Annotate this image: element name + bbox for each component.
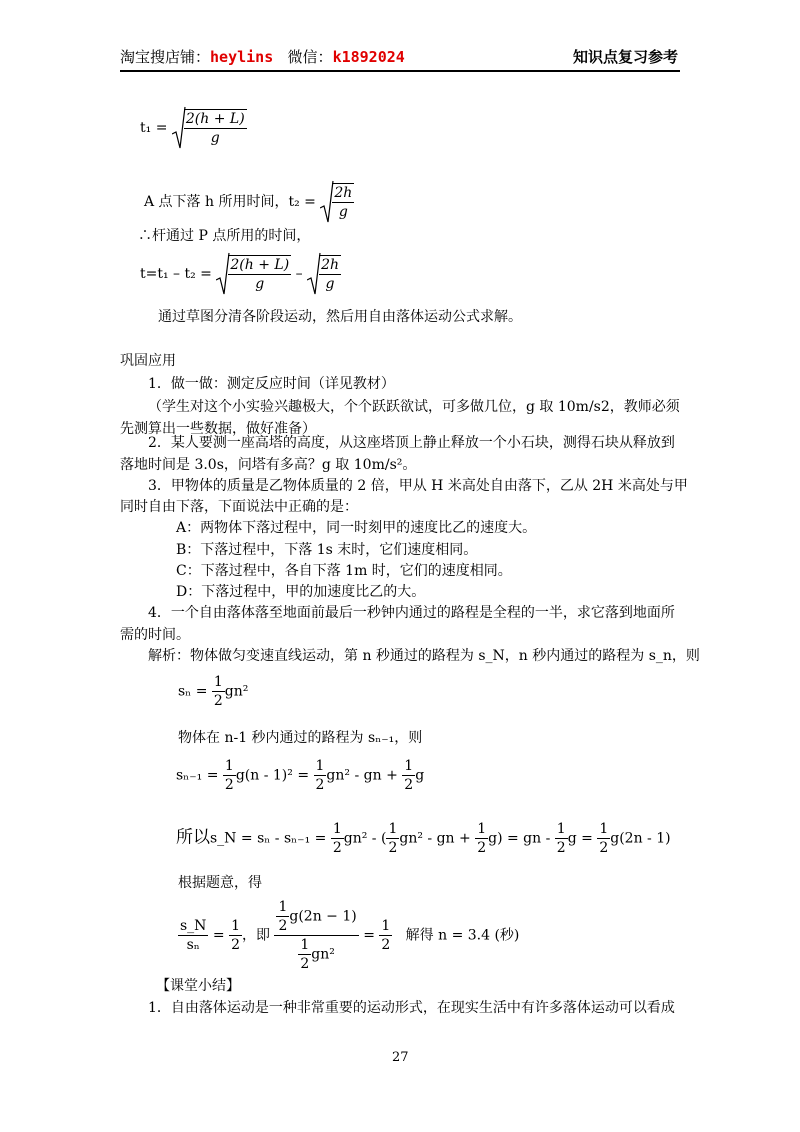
sn-rhs: gn² — [224, 683, 249, 700]
formula-sn — [178, 673, 248, 710]
item-1-note-a: （学生对这个小实验兴趣极大，个个跃跃欲试，可多做几位，g 取 10m/s2，教师必须 — [148, 399, 680, 415]
half-num: 1 — [213, 674, 223, 690]
half-den: 2 — [300, 956, 310, 972]
t2-intro: A 点下落 h 所用时间，t₂ = — [144, 194, 316, 210]
half-den: 2 — [224, 777, 234, 793]
half-den: 2 — [404, 777, 414, 793]
item-1-note-b: 先测算出一些数据，做好准备） — [120, 421, 316, 437]
sn1-mid1: g(n - 1)² = — [235, 767, 310, 784]
t2-numerator: 2h — [334, 185, 353, 201]
t-denominator-1: g — [255, 276, 265, 292]
formula-t — [140, 252, 341, 296]
option-d: D：下落过程中，甲的加速度比乙的大。 — [176, 584, 426, 600]
option-c: C：下落过程中，各自下落 1m 时，它们的速度相同。 — [176, 563, 512, 579]
half-den: 2 — [599, 840, 609, 856]
so-eq4: g) = gn - — [488, 830, 551, 847]
big-num-rest: g(2n − 1) — [289, 908, 357, 925]
sn1-mid2: gn² - gn + — [326, 767, 398, 784]
half-den: 2 — [477, 840, 487, 856]
so-eq3: gn² - gn + — [399, 830, 471, 847]
half-den: 2 — [315, 777, 325, 793]
item-3-b: 同时自由下落，下面说法中正确的是： — [120, 499, 358, 515]
t1-denominator: g — [210, 130, 220, 146]
analysis: 解析：物体做匀变速直线运动，第 n 秒通过的路程为 s_N，n 秒内通过的路程为 s_n，则 — [148, 648, 700, 664]
half-num: 1 — [231, 918, 240, 934]
item-4-a: 4．一个自由落体落至地面前最后一秒钟内通过的路程是全程的一半，求它落到地面所 — [148, 605, 675, 621]
item-3-a: 3．甲物体的质量是乙物体质量的 2 倍，甲从 H 米高处自由落下，乙从 2H 米高处与甲 — [148, 478, 688, 494]
half-num: 1 — [556, 821, 566, 837]
wechat-id: k1892024 — [332, 48, 405, 66]
sn1-end: g — [415, 767, 425, 784]
ratio-num: s_N — [180, 918, 207, 934]
shop-label: 淘宝搜店铺： — [120, 48, 211, 66]
half-num: 1 — [300, 937, 310, 953]
summary-title: 【课堂小结】 — [156, 978, 240, 994]
item-4-b: 需的时间。 — [120, 627, 190, 643]
so-eq5: g = — [567, 830, 593, 847]
half-den: 2 — [381, 937, 391, 953]
shop-name: heylins — [210, 48, 274, 66]
so-eq2: gn² - ( — [343, 830, 387, 847]
formula-so — [176, 820, 671, 857]
half-num: 1 — [477, 821, 487, 837]
ji-label: ，即 — [242, 927, 270, 944]
so-eq6: g(2n - 1) — [610, 830, 671, 847]
ratio-den: sₙ — [186, 937, 200, 953]
formula-sn1 — [176, 757, 424, 794]
half-num: 1 — [278, 899, 288, 915]
sn1-lhs: sₙ₋₁ = — [176, 767, 219, 784]
half-den: 2 — [231, 937, 240, 953]
according: 根据题意，得 — [178, 875, 262, 891]
wechat-label: 微信： — [287, 48, 333, 66]
option-b: B：下落过程中，下落 1s 末时，它们速度相同。 — [176, 542, 478, 558]
t1-lhs: t₁ = — [140, 120, 168, 136]
half-den: 2 — [213, 693, 223, 709]
therefore-line: ∴杆通过 P 点所用的时间， — [138, 228, 311, 244]
ratio-eq-2: = — [363, 927, 375, 944]
summary-1: 1．自由落体运动是一种非常重要的运动形式，在现实生活中有许多落体运动可以看成 — [148, 1000, 675, 1016]
half-num: 1 — [381, 918, 391, 934]
half-num: 1 — [224, 758, 234, 774]
half-den: 2 — [278, 918, 288, 934]
t-numerator-1: 2(h + L) — [230, 257, 290, 273]
half-num: 1 — [404, 758, 414, 774]
t-denominator-2: g — [325, 276, 335, 292]
half-num: 1 — [388, 821, 398, 837]
half-num: 1 — [315, 758, 325, 774]
solve-result: 解得 n = 3.4 (秒) — [405, 927, 520, 944]
minus-sign: – — [295, 266, 303, 282]
half-num: 1 — [599, 821, 609, 837]
n1-intro: 物体在 n-1 秒内通过的路程为 sₙ₋₁，则 — [178, 730, 423, 746]
t-numerator-2: 2h — [321, 257, 339, 273]
t-lhs: t=t₁ – t₂ = — [140, 266, 212, 282]
big-den-rest: gn² — [311, 946, 335, 963]
section-apply: 巩固应用 — [120, 353, 176, 369]
ratio-eq: = — [212, 927, 225, 944]
t1-numerator: 2(h + L) — [185, 111, 245, 127]
page-number: 27 — [392, 1050, 409, 1065]
half-den: 2 — [556, 840, 566, 856]
item-2-b: 落地时间是 3.0s，问塔有多高？g 取 10m/s²。 — [120, 457, 417, 473]
item-1: 1．做一做：测定反应时间（详见教材） — [148, 376, 395, 392]
option-a: A：两物体下落过程中，同一时刻甲的速度比乙的速度大。 — [176, 520, 537, 536]
header-rule — [120, 70, 680, 72]
method-note: 通过草图分清各阶段运动，然后用自由落体运动公式求解。 — [158, 309, 522, 325]
formula-t2 — [144, 180, 354, 224]
header-title: 知识点复习参考 — [572, 48, 678, 66]
half-den: 2 — [332, 840, 342, 856]
so-eq1: s_N = sₙ - sₙ₋₁ = — [210, 830, 327, 847]
half-num: 1 — [332, 821, 342, 837]
item-2-a: 2．某人要测一座高塔的高度，从这座塔顶上静止释放一个小石块，测得石块从释放到 — [148, 435, 675, 451]
sn-lhs: sₙ = — [178, 683, 208, 700]
formula-ratio — [178, 898, 519, 973]
half-den: 2 — [388, 840, 398, 856]
t2-denominator: g — [338, 204, 348, 220]
formula-t1 — [140, 106, 247, 150]
so-label: 所以 — [176, 827, 210, 848]
header-left — [120, 46, 405, 67]
